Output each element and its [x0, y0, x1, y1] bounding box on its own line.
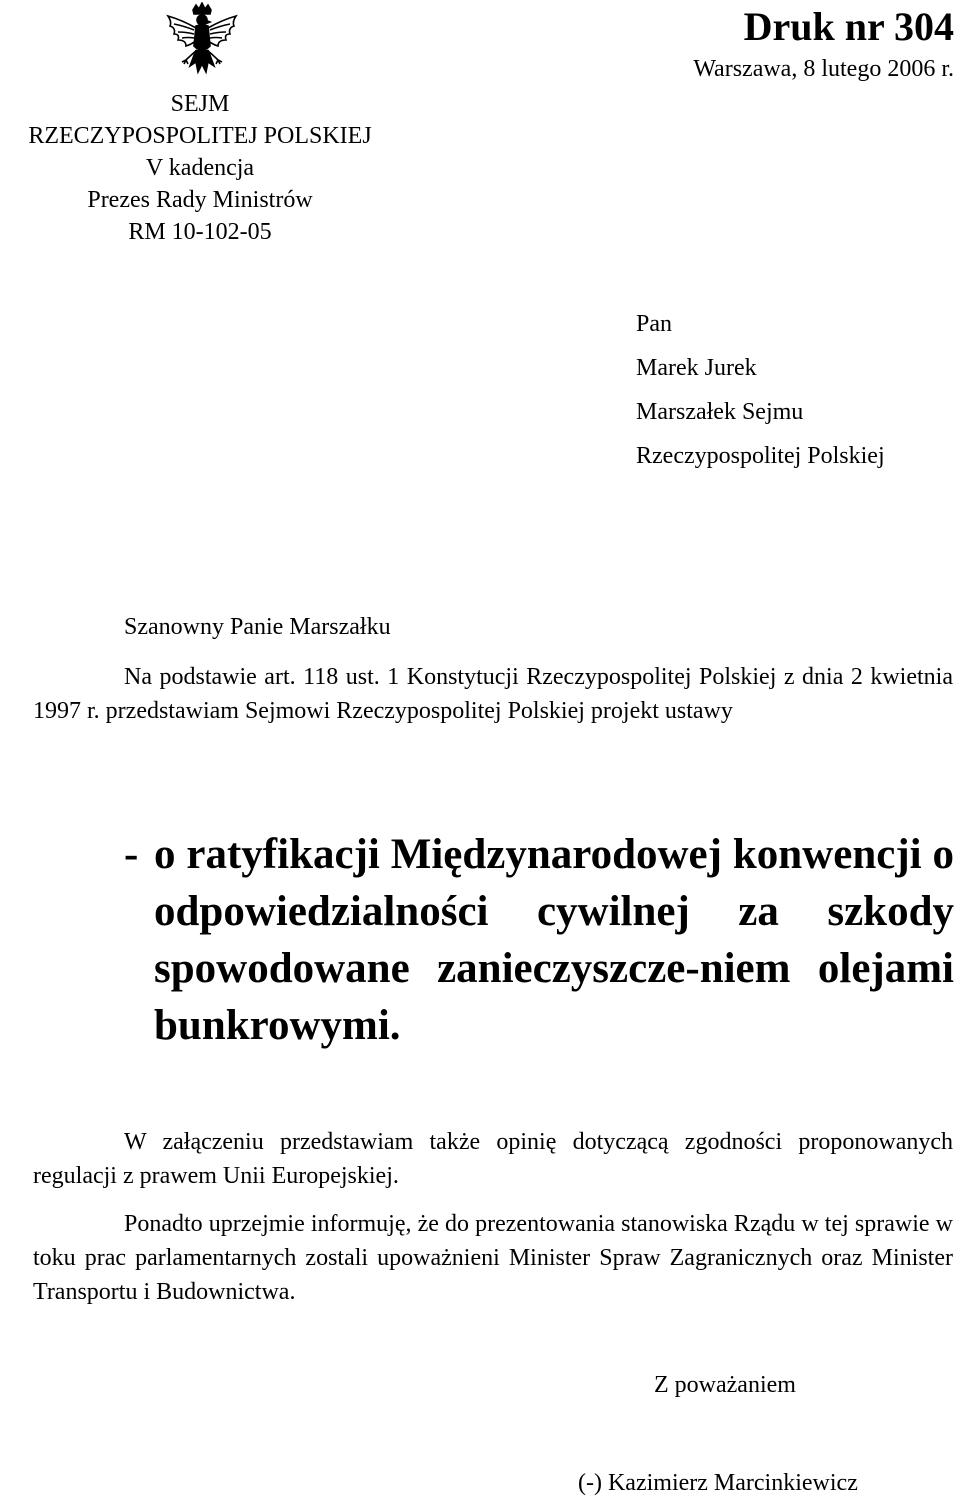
intro-paragraph: Na podstawie art. 118 ust. 1 Konstytucji Rzeczypospolitej Polskiej z dnia 2 kwietnia 1997 r. przedstawiam Sejmowi Rzeczypospolitej Polskiej projekt ustawy: [33, 664, 953, 724]
polish-eagle-emblem-icon: [160, 2, 244, 84]
bill-title-dash: -: [124, 831, 139, 878]
header-line: RZECZYPOSPOLITEJ POLSKIEJ: [28, 123, 372, 149]
attachment-paragraph: W załączeniu przedstawiam także opinię dotyczącą zgodności proponowanych regulacji z prawem Unii Europejskiej.: [33, 1129, 953, 1189]
addressee-line: Marek Jurek: [636, 355, 757, 381]
sender-header: [0, 88, 400, 248]
print-number: Druk nr 304: [743, 4, 954, 49]
header-line: V kadencja: [145, 155, 255, 181]
salutation: Szanowny Panie Marszałku: [124, 614, 391, 640]
header-line: SEJM: [170, 91, 230, 117]
header-line: Prezes Rady Ministrów: [87, 187, 313, 213]
place-date: Warszawa, 8 lutego 2006 r.: [693, 56, 954, 82]
bill-title: [124, 826, 954, 1054]
addressee-line: Rzeczypospolitej Polskiej: [636, 443, 885, 469]
addressee-line: Marszałek Sejmu: [636, 399, 804, 425]
bill-title-text: o ratyfikacji Międzynarodowej konwencji o odpowiedzialności cywilnej za szkody spowodowane zanieczyszcze-niem olejami bunkrowymi.: [154, 831, 954, 1049]
representatives-paragraph: Ponadto uprzejmie informuję, że do prezentowania stanowiska Rządu w tej sprawie w toku prac parlamentarnych zostali upoważnieni Minister Spraw Zagranicznych oraz Minister Transportu i Budownictwa.: [33, 1211, 953, 1305]
closing: Z poważaniem: [654, 1372, 796, 1398]
addressee-line: Pan: [636, 311, 672, 337]
signature: (-) Kazimierz Marcinkiewicz: [578, 1470, 858, 1496]
header-line: RM 10-102-05: [128, 219, 272, 245]
addressee-block: [636, 302, 885, 478]
